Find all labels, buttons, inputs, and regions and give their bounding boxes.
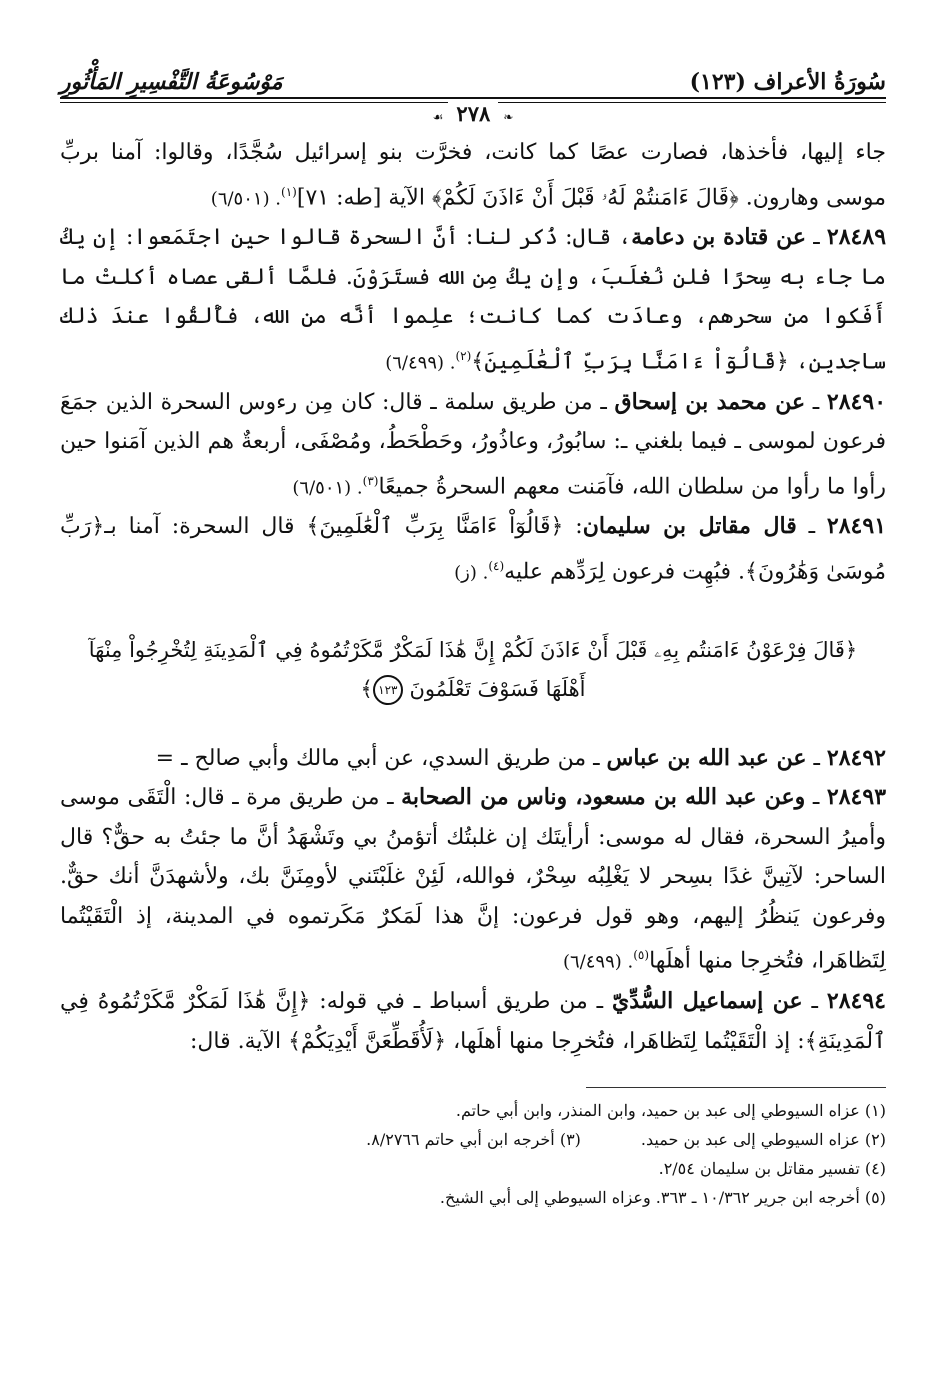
narration-number: ٢٨٤٨٩ [826, 224, 887, 251]
verse-text: ﴿قَالَ فِرْعَوْنُ ءَامَنتُم بِهِۦ قَبْلَ أَنْ ءَاذَنَ لَكُمْ إِنَّ هَٰذَا لَمَكْرٌ مَّكَرْتُمُوهُ فِي ٱلْمَدِينَةِ لِتُخْرِجُواْ مِنْهَآ أَهْلَهَا فَسَوْفَ تَعْلَمُونَ [88, 637, 858, 701]
narration-28492 [60, 739, 886, 779]
dash: ـ [802, 989, 827, 1015]
running-header [60, 55, 886, 95]
dash: ـ [806, 745, 827, 771]
narrator-name: وعن عبد الله بن مسعود، وناس من الصحابة [401, 784, 806, 811]
narrator-name: قال مقاتل بن سليمان [582, 513, 797, 540]
narrator-name: عن إسماعيل السُّدِّيّ [612, 988, 803, 1015]
paragraph-text: ـ من طريق أسباط ـ في قوله: ﴿إِنَّ هَٰذَا لَمَكْرٌ مَّكَرْتُمُوهُ فِي ٱلْمَدِينَةِ﴾: إذ الْتَقَيْتُما لِتَظاهَرا، فتُخرِجا منها أهلَها، ﴿لَأُقَطِّعَنَّ أَيْدِيَكُمْ﴾ الآية. قال: [60, 989, 886, 1054]
paragraph-continuation [60, 133, 886, 218]
narration-28490 [60, 383, 886, 508]
narration-28494 [60, 982, 886, 1061]
paragraph-text: ، قال: ذُكر لنا: أنَّ السحرة قالوا حين اجتَمَعوا: إن يكُ ما جاء به سِحرًا فلن نُغلَبَ، وإن يكُ مِن الله فستَرَوْنَ. فلمَّا ألقى عصاه أكلتْ ما أَفَكوا من سحرهم، وعادَت كما كانت؛ علِموا أنَّه من الله، فأُلقُوا عندَ ذلك ساجدين، ﴿قَالُوٓاْ ءَامَنَّا بِرَبِّ ٱلْعَٰلَمِينَ﴾ [60, 225, 887, 375]
header-rule [60, 97, 886, 99]
footnote-4: (٤) تفسير مقاتل بن سليمان ٢/٥٤. [658, 1159, 886, 1179]
dash: ـ [806, 225, 827, 251]
narration-number: ٢٨٤٩٣ [826, 784, 887, 811]
footnote-1: (١) عزاه السيوطي إلى عبد بن حميد، وابن المنذر، وابن أبي حاتم. [455, 1101, 886, 1121]
footnote-marker: (١) [281, 184, 297, 199]
book-title-header: مَوْسُوعَةُ التَّفْسِيرِ المَأْثُورِ [60, 69, 283, 95]
narration-number: ٢٨٤٩٤ [826, 988, 886, 1015]
narration-28491 [60, 507, 886, 592]
footnote-marker: (٤) [488, 558, 505, 573]
dash: ـ [796, 514, 827, 540]
source-reference: . (٦/٤٩٩) [385, 352, 456, 374]
narration-number: ٢٨٤٩١ [826, 513, 887, 540]
page [60, 55, 886, 1212]
paragraph-text: جاء إليها، فأخذها، فصارت عصًا كما كانت، فخرَّت بنو إسرائيل سُجَّدًا، وقالوا: آمنا بربِّ موسى وهارون. ﴿قَالَ ءَامَنتُمْ لَهُۥ قَبْلَ أَنْ ءَاذَنَ لَكُمْ﴾ الآية [طه: ٧١] [60, 140, 886, 210]
narration-number: ٢٨٤٩٢ [826, 744, 886, 771]
paragraph-text: ـ من طريق سلمة ـ قال: كان مِن رءوس السحرة الذين جمَعَ فرعون لموسى ـ فيما بلغني ـ: سابُورُ، وعاذُورُ، وحَطْحَطُ، ومُصْفَى، أربعةٌ هم الذين آمَنوا حين رأوا ما رأوا من سلطان الله، فآمَنت معهم السحرةُ جميعًا [60, 389, 886, 499]
surah-header: سُورَةُ الأعراف (١٢٣) [689, 69, 886, 95]
footnote-separator [586, 1087, 886, 1088]
footnote-row [60, 1125, 886, 1154]
source-reference: . (٦/٥٠١) [210, 187, 282, 209]
footnote-marker: (٣) [362, 473, 379, 488]
paragraph-text: : ﴿قَالُوٓاْ ءَامَنَّا بِرَبِّ ٱلْعَٰلَمِينَ﴾ قال السحرة: آمنا بـ﴿رَبِّ مُوسَىٰ وَهَٰرُونَ﴾. فبُهِت فرعون لِرَدِّهم عليه [60, 514, 886, 585]
source-reference: . (٦/٤٩٩) [562, 951, 634, 973]
narration-28489 [60, 218, 886, 382]
ornament-icon: ❧ [503, 110, 514, 124]
source-reference: . (٦/٥٠١) [292, 476, 363, 498]
page-number-row [60, 101, 886, 127]
narration-28493 [60, 778, 886, 982]
ayah-number-icon: ١٢٣ [373, 675, 403, 705]
ornament-icon: ☙ [432, 110, 444, 124]
page-number: ٢٧٨ [448, 101, 498, 126]
narrator-name: عن قتادة بن دعامة [631, 224, 807, 251]
narrator-name: عن محمد بن إسحاق [614, 388, 806, 415]
dash: ـ [805, 389, 827, 415]
footnotes [60, 1096, 886, 1212]
footnote-5: (٥) أخرجه ابن جرير ١٠/٣٦٢ ـ ٣٦٣. وعزاه السيوطي إلى أبي الشيخ. [439, 1188, 886, 1208]
quran-verse [80, 631, 866, 709]
paragraph-text: ـ من طريق السدي، عن أبي مالك وأبي صالح ـ = [155, 745, 607, 771]
paragraph-text: ـ من طريق مرة ـ قال: الْتَقَى موسى وأميرُ السحرة، فقال له موسى: أرأيتَك إن غلبتُك أتؤمنُ بي وتَشْهَدُ أنَّ ما جئتُ به حقٌّ؟ قال الساحر: لآتِينَّ غدًا بسِحر لا يَغْلِبُه سِحْرٌ، فوالله، لَئِنْ غلَبْتَني لأومِنَنَّ بك، ولأشهدَنَّ أنك حقٌّ. وفرعون يَنظُرُ إليهم، وهو قول فرعون: إنَّ هذا لَمَكرٌ مَكَرتموه في المدينة، إذ الْتَقَيْتُما لِتَظاهَرا، فتُخرِجا منها أهلَها [60, 785, 886, 974]
footnote-2: (٢) عزاه السيوطي إلى عبد بن حميد. [640, 1130, 886, 1150]
footnote-marker: (٥) [633, 948, 650, 963]
footnote-3: (٣) أخرجه ابن أبي حاتم ٨/٢٧٦٦. [366, 1130, 581, 1150]
narrator-name: عن عبد الله بن عباس [606, 744, 807, 771]
footnote-marker: (٢) [455, 348, 472, 363]
narration-number: ٢٨٤٩٠ [826, 388, 887, 415]
dash: ـ [805, 785, 827, 811]
source-reference: . (ز) [454, 562, 489, 584]
verse-close: ﴾ [360, 676, 373, 701]
